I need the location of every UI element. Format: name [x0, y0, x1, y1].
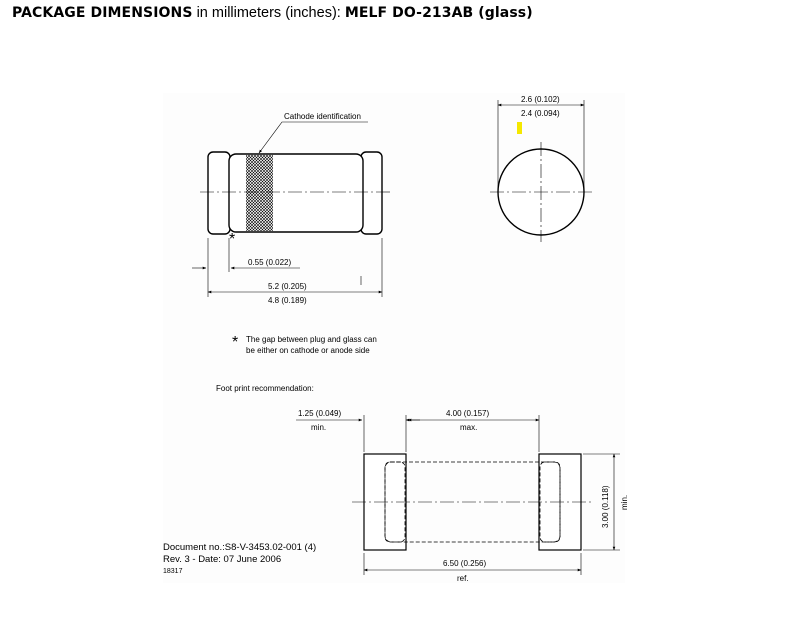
diameter-max-label: 2.6 (0.102): [521, 95, 560, 104]
fp-pad-width-label: 1.25 (0.049): [298, 409, 342, 418]
highlight-mark: [517, 122, 522, 134]
title-bold: PACKAGE DIMENSIONS: [12, 5, 193, 21]
fp-height-label: 3.00 (0.118): [601, 485, 610, 528]
length-min-label: 4.8 (0.189): [268, 296, 307, 305]
document-revision: Rev. 3 - Date: 07 June 2006: [163, 554, 282, 565]
note-line-1: The gap between plug and glass can: [246, 335, 377, 344]
drawing-code: 18317: [163, 568, 183, 575]
fp-total-label: 6.50 (0.256): [443, 559, 487, 568]
asterisk-marker: *: [229, 231, 236, 248]
diameter-min-label: 2.4 (0.094): [521, 109, 560, 118]
footprint: [352, 454, 592, 550]
title-normal: in millimeters (inches):: [192, 5, 345, 21]
fp-height-qual: min.: [620, 494, 629, 510]
fp-pad-width-qual: min.: [311, 423, 327, 432]
gap-dim-label: 0.55 (0.022): [248, 258, 292, 267]
length-max-label: 5.2 (0.205): [268, 282, 307, 291]
note-asterisk: *: [232, 334, 239, 351]
right-end-cap: [361, 152, 382, 234]
fp-gap-qual: max.: [460, 423, 478, 432]
cathode-band: [246, 155, 273, 231]
cathode-leader: [259, 122, 368, 153]
fp-gap-label: 4.00 (0.157): [446, 409, 490, 418]
package-name: MELF DO-213AB (glass): [344, 5, 533, 21]
melf-side-view: [208, 152, 382, 234]
document-info: [163, 542, 316, 578]
footprint-title: Foot print recommendation:: [216, 384, 314, 393]
cathode-label: Cathode identification: [284, 112, 361, 121]
document-number: Document no.:S8-V-3453.02-001 (4): [163, 542, 317, 553]
left-end-cap: [208, 152, 230, 234]
note-line-2: be either on cathode or anode side: [246, 346, 370, 355]
fp-total-qual: ref.: [457, 574, 469, 583]
